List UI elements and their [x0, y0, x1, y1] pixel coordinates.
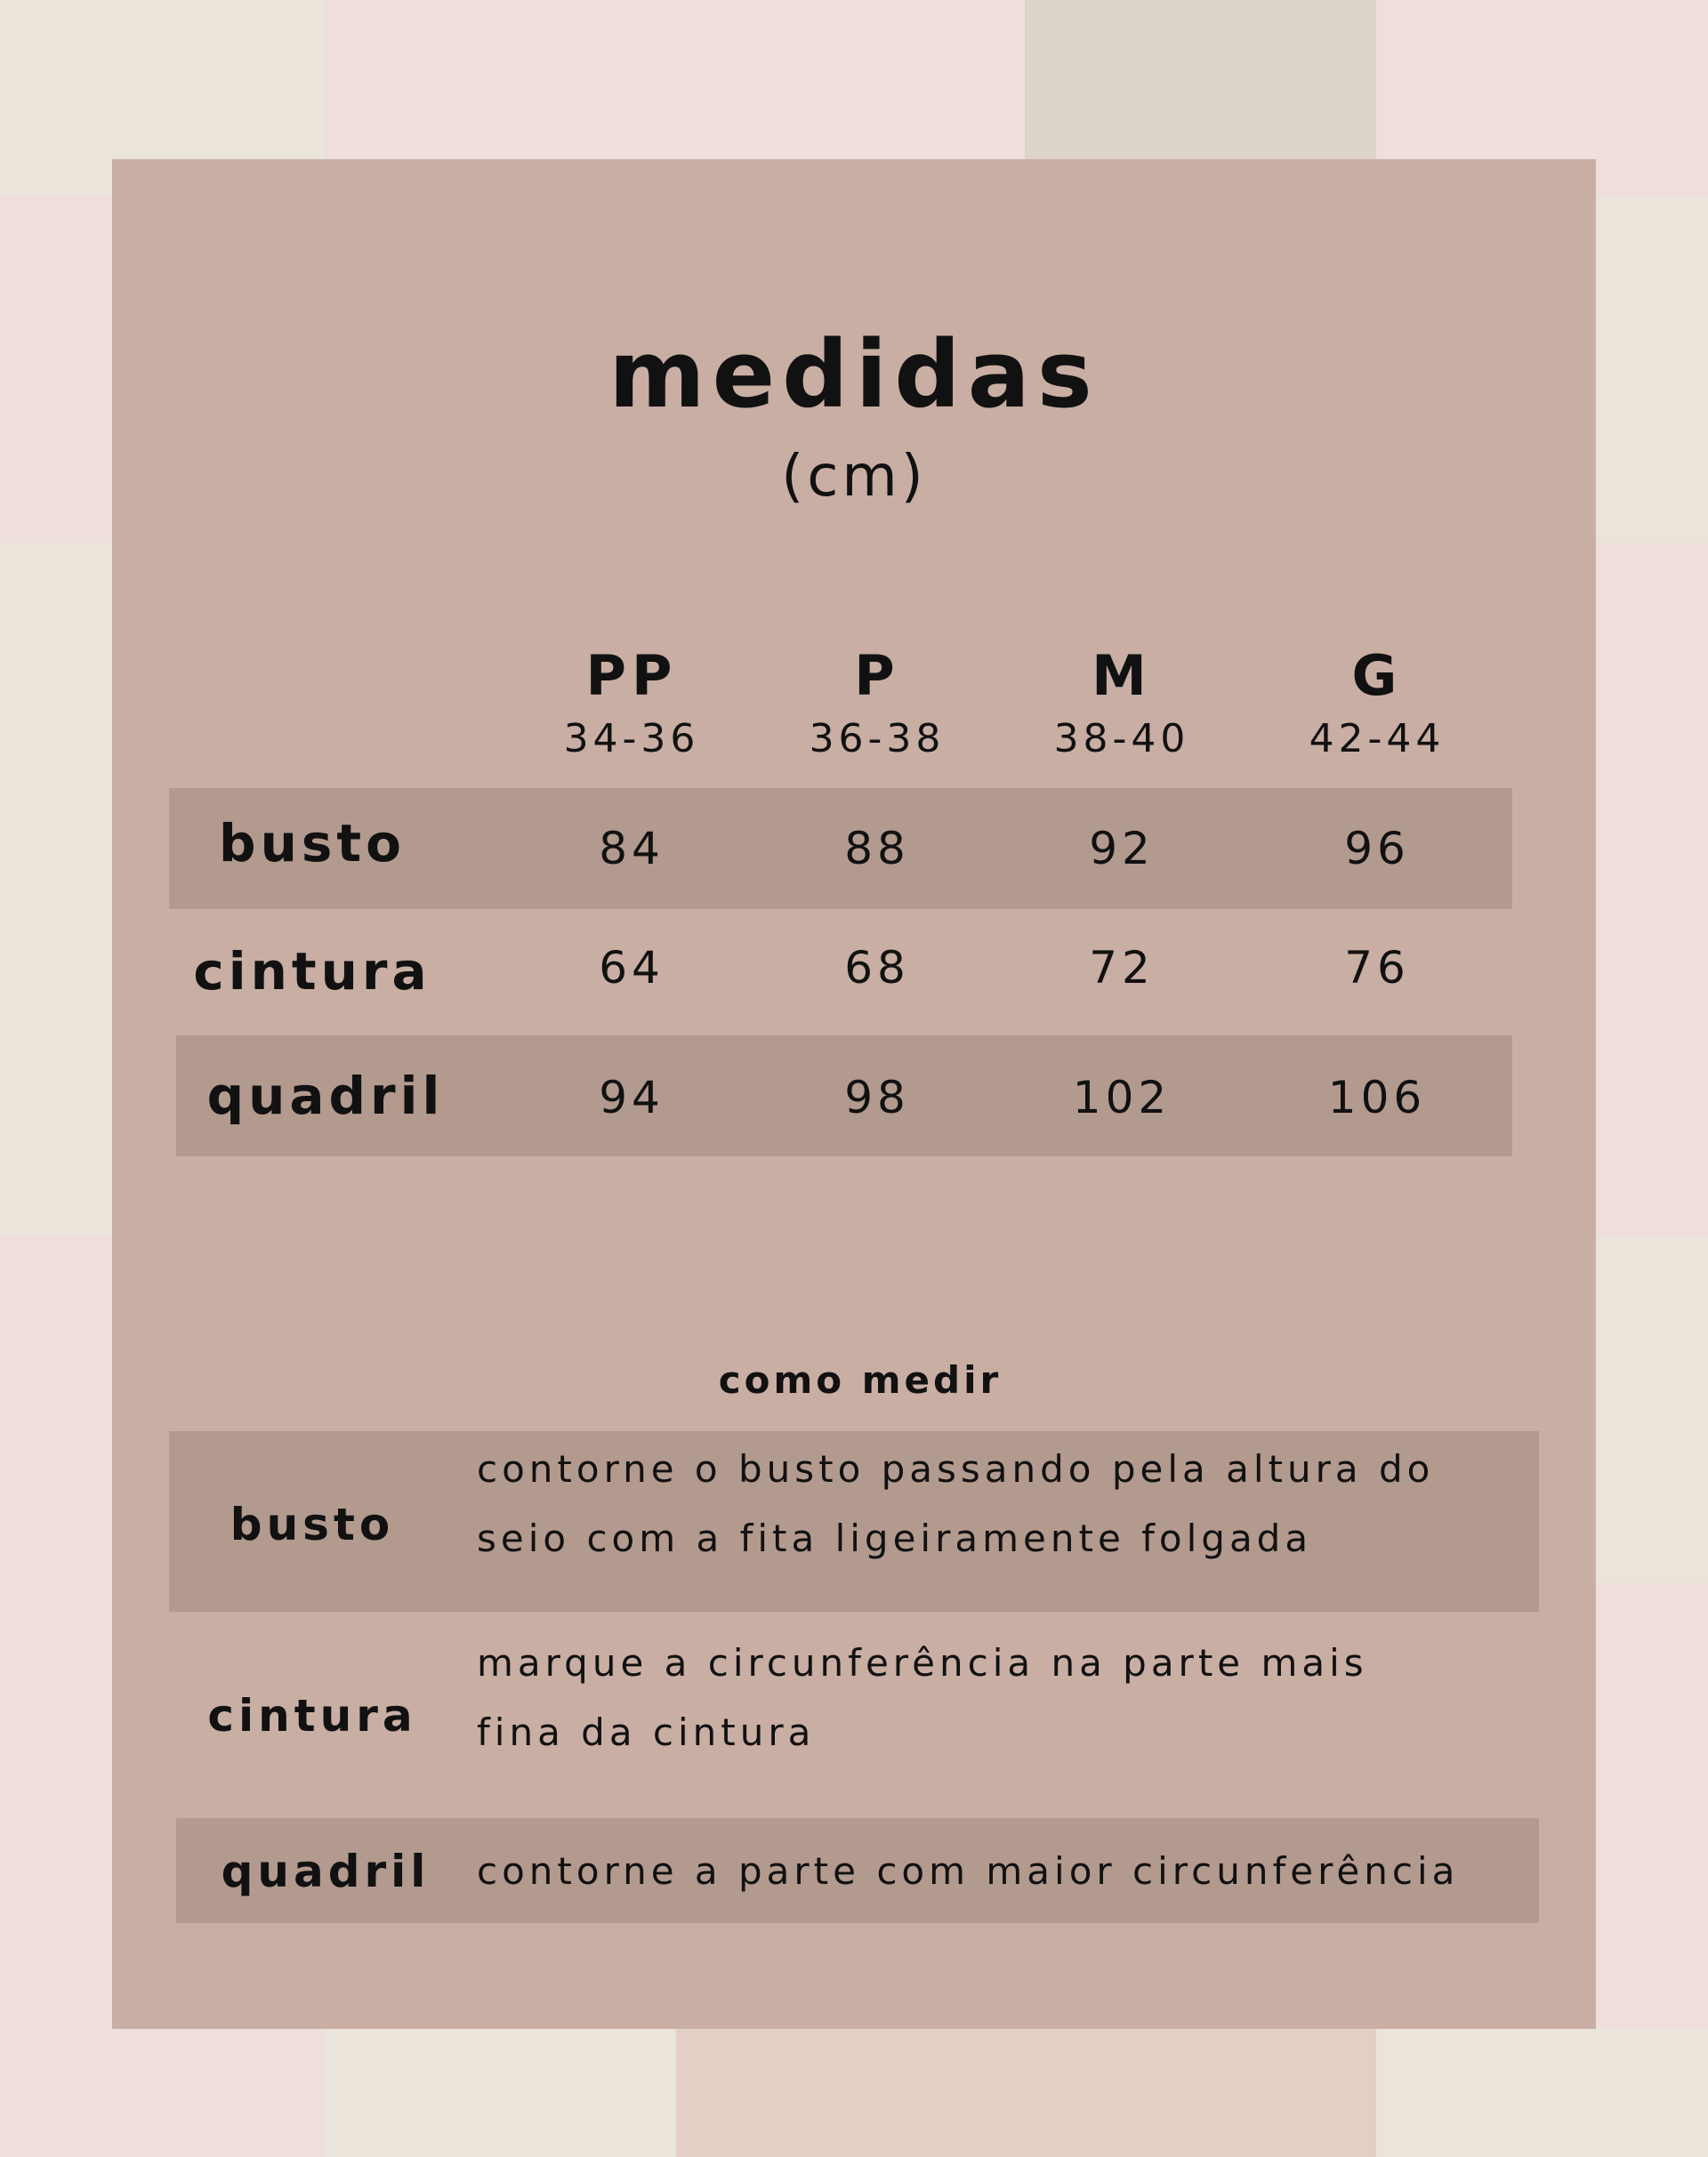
size-label: G — [1351, 643, 1403, 708]
table-cell: 76 — [1344, 942, 1410, 994]
size-chart-card — [112, 159, 1596, 2029]
table-cell: 94 — [599, 1072, 665, 1123]
size-label: PP — [585, 643, 678, 708]
how-to-label-busto: busto — [230, 1499, 395, 1550]
size-range: 42-44 — [1309, 716, 1446, 761]
size-header-m — [1006, 643, 1237, 761]
how-to-label-cintura: cintura — [207, 1690, 417, 1742]
table-cell: 84 — [599, 823, 665, 874]
size-header-p — [761, 643, 993, 761]
size-range: 36-38 — [809, 716, 946, 761]
how-to-line: seio com a fita ligeiramente folgada — [477, 1517, 1313, 1560]
how-to-title: como medir — [718, 1358, 1003, 1402]
how-to-line: fina da cintura — [477, 1710, 816, 1754]
table-cell: 96 — [1344, 823, 1410, 874]
table-cell: 98 — [844, 1072, 910, 1123]
size-range: 38-40 — [1053, 716, 1190, 761]
table-cell: 102 — [1072, 1072, 1172, 1123]
size-range: 34-36 — [563, 716, 700, 761]
size-label: P — [854, 643, 900, 708]
size-header-g — [1261, 643, 1493, 761]
table-cell: 64 — [599, 942, 665, 994]
table-cell: 106 — [1327, 1072, 1427, 1123]
row-label-cintura: cintura — [193, 941, 431, 1002]
how-to-desc-busto — [477, 1435, 1491, 1573]
table-cell: 68 — [844, 942, 910, 994]
how-to-desc-quadril — [477, 1837, 1491, 1906]
table-cell: 72 — [1089, 942, 1155, 994]
row-label-quadril: quadril — [206, 1066, 445, 1126]
row-label-busto: busto — [219, 813, 406, 873]
how-to-line: contorne a parte com maior circunferência — [477, 1849, 1460, 1893]
unit-subtitle: (cm) — [781, 444, 927, 510]
table-cell: 88 — [844, 823, 910, 874]
size-label: M — [1092, 643, 1152, 708]
how-to-line: marque a circunferência na parte mais — [477, 1641, 1368, 1685]
page-title: medidas — [608, 320, 1100, 429]
how-to-desc-cintura — [477, 1629, 1491, 1767]
size-header-pp — [516, 643, 747, 761]
how-to-label-quadril: quadril — [221, 1846, 431, 1897]
how-to-line: contorne o busto passando pela altura do — [477, 1447, 1435, 1491]
table-cell: 92 — [1089, 823, 1155, 874]
